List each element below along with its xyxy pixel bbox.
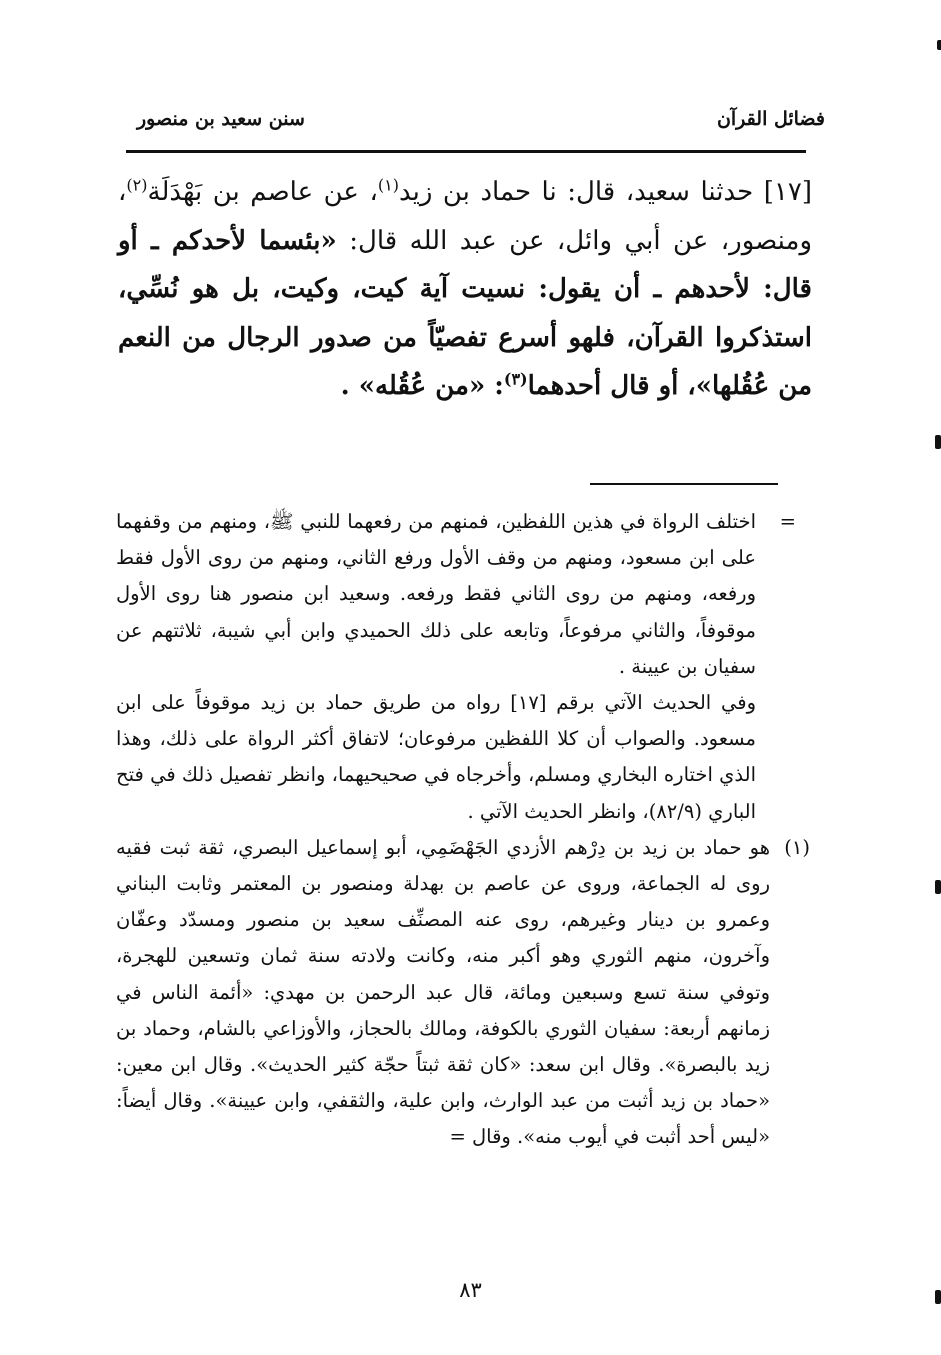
hadith-chain-3: ، ومنصور، عن أبي وائل، عن عبد الله قال: — [118, 177, 812, 256]
footnote-1-mark: (١) — [784, 835, 810, 859]
margin-mark — [935, 1290, 941, 1304]
hadith-matn-variant: : «من عُقُله» . — [340, 371, 504, 401]
continuation-mark: = — [779, 510, 796, 533]
hadith-intro: حدثنا سعيد، قال: نا حماد بن زيد — [398, 177, 754, 207]
footnote-ref-1[interactable]: (١) — [377, 175, 399, 195]
footnotes — [116, 504, 810, 1156]
margin-mark — [935, 880, 941, 894]
margin-mark — [935, 435, 941, 449]
hadith-matn: «بئسما لأحدكم ـ أو قال: لأحدهم ـ أن يقول: نسيت آية كيت، وكيت، بل هو نُسِّي، استذكروا القرآن، فلهو أسرع تفصيّاً من صدور الرجال من النعم من عُقُلها»، أو قال أحدهما — [118, 225, 812, 401]
footnote-1 — [116, 830, 810, 1156]
page-number: ٨٣ — [459, 1278, 482, 1302]
margin-mark — [937, 40, 941, 50]
hadith-number: [١٧] — [763, 177, 812, 207]
running-header-chapter: فضائل القرآن — [716, 108, 825, 130]
hadith-chain-2: ، عن عاصم بن بَهْدَلَة — [147, 177, 378, 207]
hadith-text — [118, 168, 812, 411]
footnote-1-text: هو حماد بن زيد بن دِرْهم الأزدي الجَهْضَمِي، أبو إسماعيل البصري، ثقة ثبت فقيه روى له الجماعة، وروى عن عاصم بن بهدلة ومنصور بن المعتمر وثابت البناني وعمرو بن دينار وغيرهم، روى عنه المصنِّف سعيد بن منصور ومسدّد وعفّان وآخرون، منهم الثوري وهو أكبر منه، وكانت ولادته سنة ثمان وتسعين للهجرة، وتوفي سنة تسع وسبعين ومائة، قال عبد الرحمن بن مهدي: «أئمة الناس في زمانهم أربعة: سفيان الثوري بالكوفة، ومالك بالحجاز، والأوزاعي بالشام، وحماد بن زيد بالبصرة». وقال ابن سعد: «كان ثقة ثبتاً حجّة كثير الحديث». وقال ابن معين: «حماد بن زيد أثبت من عبد الوارث، وابن علية، والثقفي، وابن عيينة». وقال أيضاً: «ليس أحد أثبت في أيوب منه». وقال = — [116, 835, 770, 1149]
header-divider — [126, 150, 806, 153]
footnote-ref-2[interactable]: (٢) — [126, 175, 148, 195]
footnote-continued-text: اختلف الرواة في هذين اللفظين، فمنهم من رفعهما للنبي ﷺ، ومنهم من وقفهما على ابن مسعود، ومنهم من وقف الأول ورفع الثاني، ومنهم من روى الأول فقط ورفعه، ومنهم من روى الثاني فقط ورفعه. وسعيد ابن منصور هنا روى الأول موقوفاً، والثاني مرفوعاً، وتابعه على ذلك الحميدي وابن أبي شيبة، ثلاثتهم عن سفيان بن عيينة . — [116, 510, 756, 678]
footnote-continued — [116, 504, 796, 685]
footnote-divider — [590, 483, 778, 485]
hadith-paragraph — [118, 168, 812, 411]
running-header-book: سنن سعيد بن منصور — [137, 108, 305, 130]
footnote-ref-3[interactable]: (٣) — [503, 369, 528, 389]
footnote-continued-paragraph-2: وفي الحديث الآتي برقم [١٧] رواه من طريق حماد بن زيد موقوفاً على ابن مسعود. والصواب أن كلا اللفظين مرفوعان؛ لاتفاق أكثر الرواة على ذلك، وهذا الذي اختاره البخاري ومسلم، وأخرجاه في صحيحيهما، وانظر تفصيل ذلك في فتح الباري (٨٢/٩)، وانظر الحديث الآتي . — [116, 691, 756, 823]
